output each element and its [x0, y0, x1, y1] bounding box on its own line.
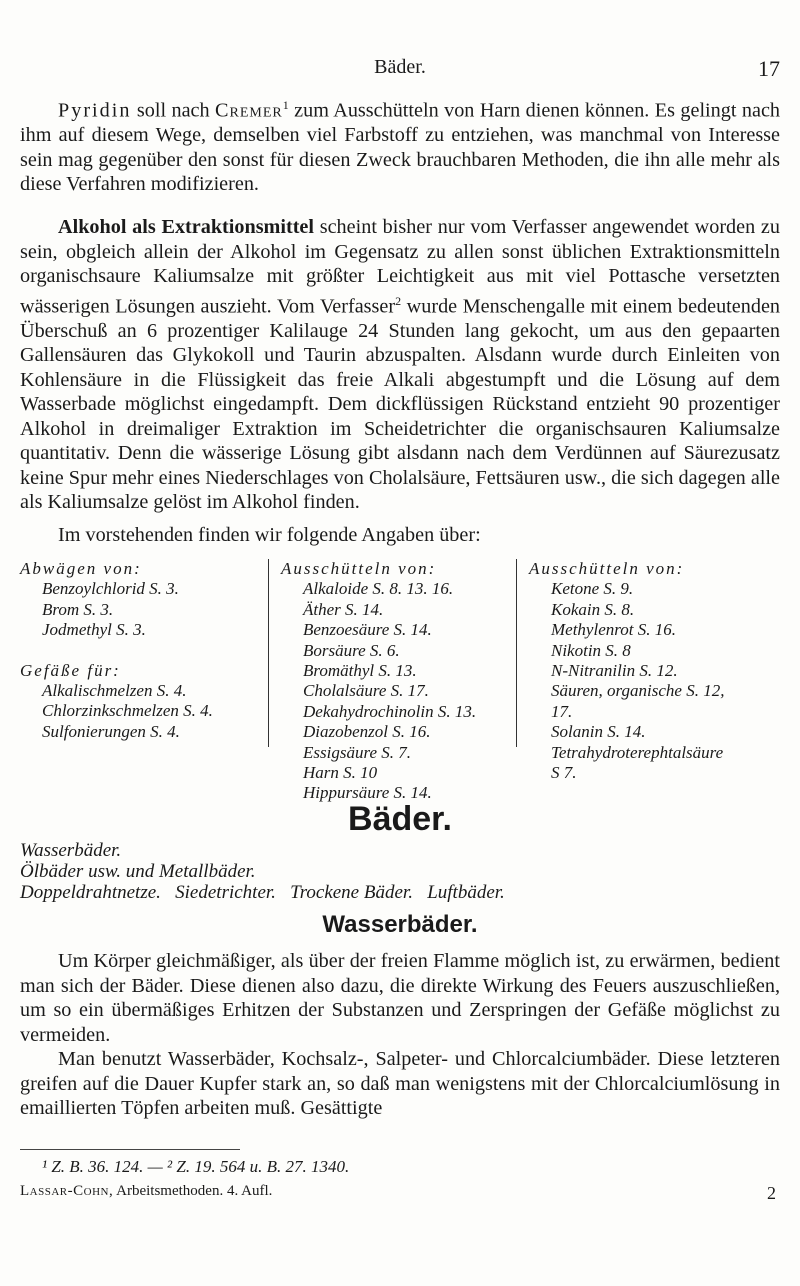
keyword-pyridin: Pyridin [58, 99, 132, 122]
footnote-rule [20, 1149, 240, 1150]
running-title: Bäder. [374, 56, 426, 78]
index-item: Harn S. 10 [303, 763, 378, 783]
text: zum Ausschütteln von Harn dienen können. Es gelingt nach ihm auf diesem Wege, demselben viel Farbstoff zu entziehen, was manchmal von Interesse sein mag gegenüber den sonst für diesen Zweck brauchbaren Methoden, die ihn alle mehr als diese Verfahren modifizieren. [20, 99, 781, 196]
section-title: Bäder. [348, 800, 452, 838]
index-item: Bromäthyl S. 13. [303, 661, 417, 681]
text: scheint bisher nur vom Verfasser angewendet worden zu sein, obgleich allein der Alkohol im Gegensatz zu allen sonst üblichen Extraktionsmitteln organischsaure Kaliumsalze mit größter Leichtigkeit aus mit viel Pottasche versetzten wässerigen Lösungen auszieht. Vom Verfasser [20, 216, 780, 318]
page-number: 17 [758, 56, 780, 81]
paragraph-alkohol [20, 215, 780, 515]
index-item: Diazobenzol S. 16. [303, 722, 431, 742]
contents-line: Doppeldrahtnetze. Siedetrichter. Trockene Bäder. Luftbäder. [20, 882, 505, 903]
imprint-title: Arbeitsmethoden. 4. Aufl. [113, 1183, 273, 1199]
index-item: Alkalischmelzen S. 4. [42, 681, 187, 701]
footnote-ref: 1 [282, 98, 289, 112]
index-item: Alkaloide S. 8. 13. 16. [303, 579, 454, 599]
section-contents [20, 840, 780, 903]
index-item: Hippursäure S. 14. [303, 783, 432, 803]
paragraph-index-intro: Im vorstehenden finden wir folgende Angaben über: [58, 524, 481, 546]
paragraph-pyridin [20, 93, 780, 197]
index-column-2 [268, 559, 521, 803]
index-item: Dekahydrochinolin S. 13. [303, 701, 477, 721]
index-item: Jodmethyl S. 3. [42, 620, 146, 640]
signature-mark: 2 [767, 1183, 776, 1203]
text: wurde Menschengalle mit einem bedeutenden Überschuß an 6 prozentiger Kalilauge 24 Stunden lang gekocht, um aus den gepaarten Gallensäuren das Glykokoll und Taurin abzuspalten. Alsdann wurde durch Einleiten von Kohlensäure in die Flüssigkeit das freie Alkali abgestumpft und die Lösung auf dem Wasserbade möglichst eingedampft. Dem dickflüssigen Rückstand entzieht 90 prozentiger Alkohol in dreimaliger Extraktion im Scheidetrichter die organischsauren Kaliumsalze quantitativ. Denn die wässerige Lösung gibt alsdann nach dem Verdünnen auf Säurezusatz keine Spur mehr eines Niederschlages von Cholalsäure, Fettsäuren usw., die sich dagegen alle als Kaliumsalze gelöst im Alkohol finden. [20, 295, 780, 514]
index-item: Sulfonierungen S. 4. [42, 721, 180, 741]
index-item: Methylenrot S. 16. [551, 620, 676, 640]
index-item: Cholalsäure S. 17. [303, 681, 429, 701]
index-item: N-Nitranilin S. 12. [551, 661, 678, 681]
index-item: 17. [551, 701, 573, 721]
author-cremer: Cremer [215, 99, 283, 122]
index-item: Borsäure S. 6. [303, 640, 400, 660]
paragraph: Um Körper gleichmäßiger, als über der freien Flamme möglich ist, zu erwärmen, bedient man sich der Bäder. Diese dienen also dazu, die direkte Wirkung des Feuers auszuschließen, um so ein übermäßiges Erhitzen der Substanzen und Zerspringen der Gefäße möglichst zu vermeiden. [20, 950, 780, 1046]
index-item: Essigsäure S. 7. [303, 742, 411, 762]
contents-line: Ölbäder usw. und Metallbäder. [20, 861, 256, 882]
index-item: S 7. [551, 763, 577, 783]
index-item: Chlorzinkschmelzen S. 4. [42, 701, 213, 721]
index-item: Benzoesäure S. 14. [303, 620, 432, 640]
index-heading: Ausschütteln von: [529, 559, 685, 578]
index-heading: Gefäße für: [20, 660, 121, 680]
imprint-line [20, 1183, 272, 1200]
index-heading: Abwägen von: [20, 559, 142, 578]
index-column-1 [20, 559, 260, 742]
paragraph: Man benutzt Wasserbäder, Kochsalz-, Salpeter- und Chlorcalciumbäder. Diese letzteren greifen auf die Dauer Kupfer stark an, so daß man wenigstens mit der Chlorcalciumlösung in emaillierten Töpfen arbeiten muß. Gesättigte [20, 1048, 780, 1119]
index-columns [20, 559, 780, 803]
keyword-alkohol: Alkohol als Extraktionsmittel [58, 216, 314, 238]
footnote-ref: 2 [395, 293, 402, 308]
index-column-3 [516, 559, 789, 783]
imprint-author: Lassar-Cohn, [20, 1183, 114, 1199]
index-item: Nikotin S. 8 [551, 640, 631, 660]
index-item: Solanin S. 14. [551, 722, 646, 742]
paragraph-block-wasserbaeder [20, 949, 780, 1121]
index-heading: Ausschütteln von: [281, 559, 437, 578]
subsection-title: Wasserbäder. [322, 911, 478, 938]
text: soll nach [131, 99, 216, 122]
running-header [20, 56, 780, 84]
index-item: Tetrahydroterephtalsäure [551, 742, 724, 762]
footnotes: ¹ Z. B. 36. 124. — ² Z. 19. 564 u. B. 27. 1340. [42, 1157, 350, 1176]
index-item: Benzoylchlorid S. 3. [42, 579, 179, 599]
index-item: Kokain S. 8. [551, 599, 635, 619]
index-item: Ketone S. 9. [551, 579, 634, 599]
index-item: Brom S. 3. [42, 599, 114, 619]
index-item: Äther S. 14. [303, 599, 384, 619]
index-item: Säuren, organische S. 12, [551, 681, 725, 701]
contents-line: Wasserbäder. [20, 840, 122, 861]
